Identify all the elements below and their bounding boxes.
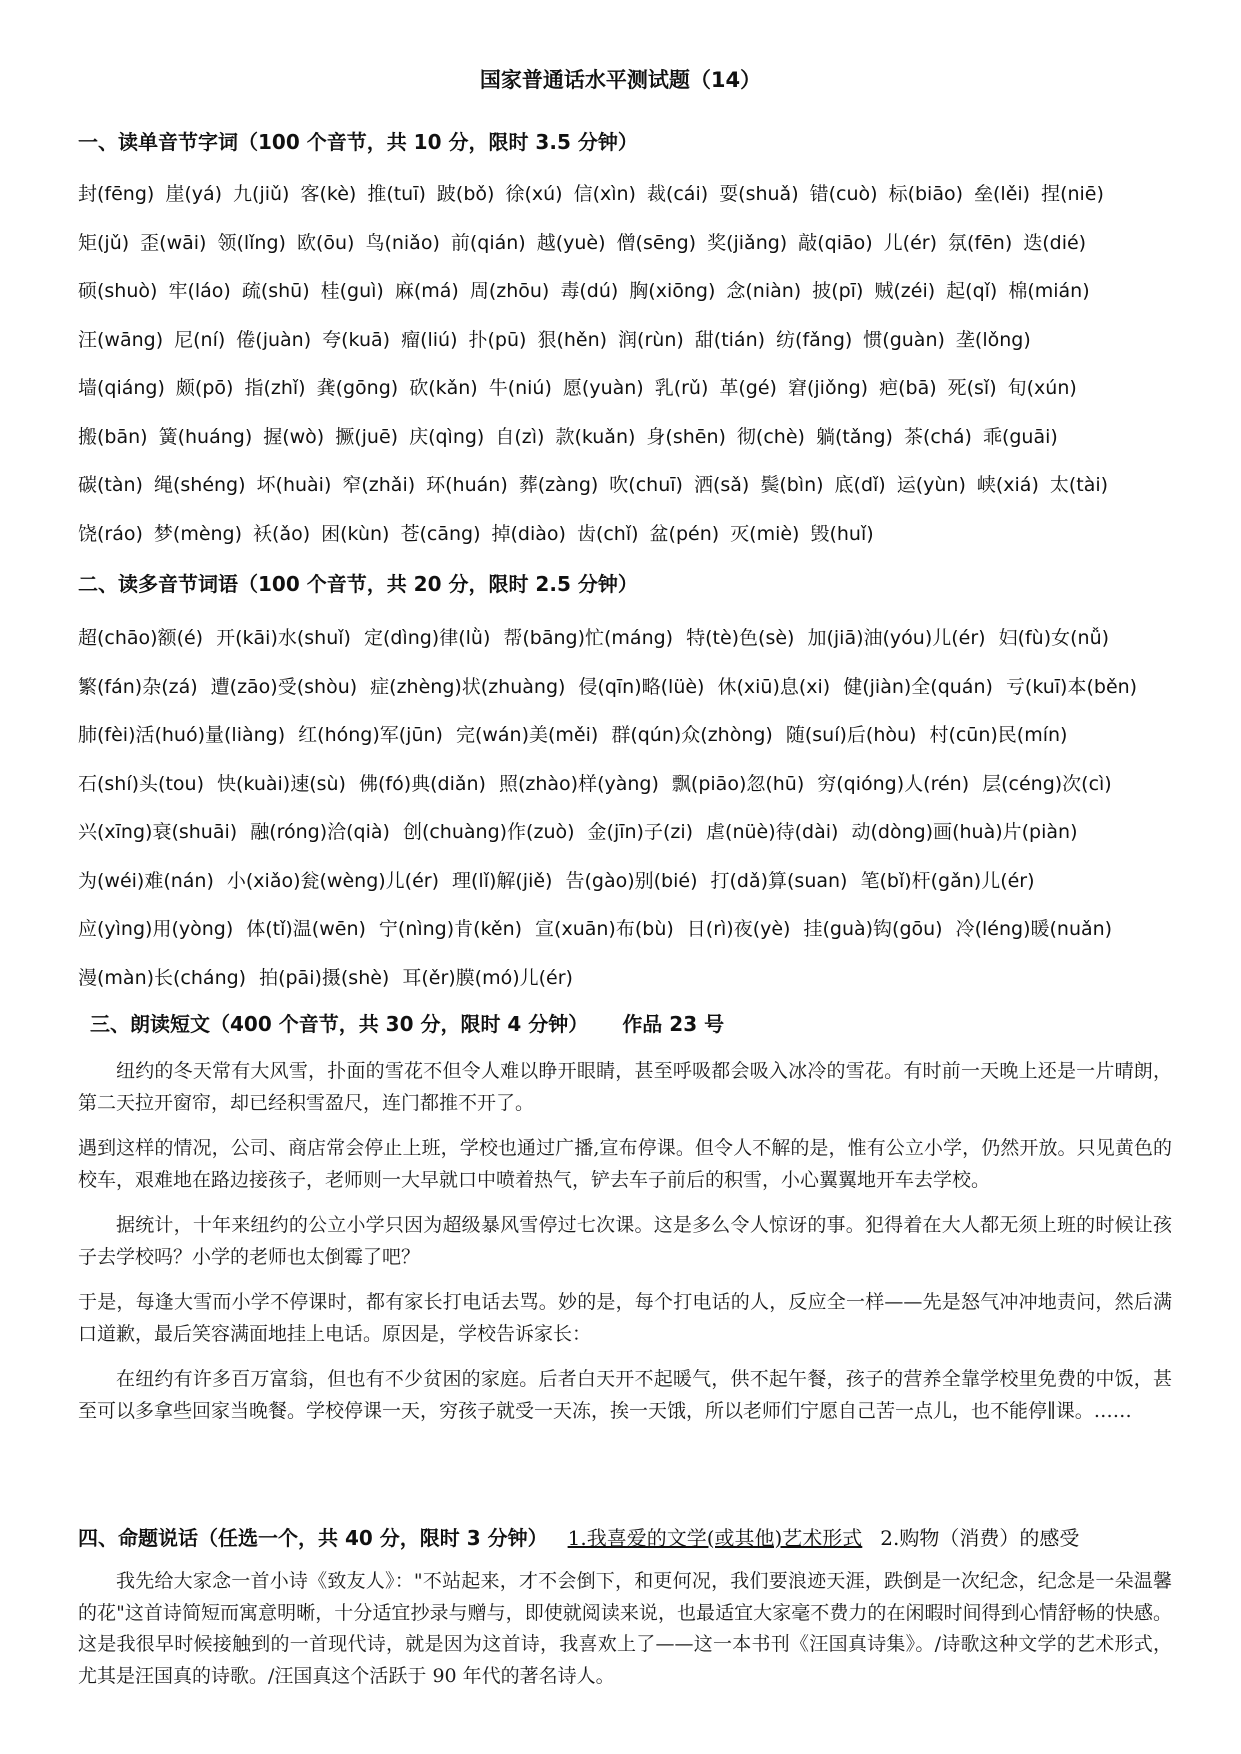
syllable-item: 茶(chá) — [903, 425, 972, 448]
syllable-item: 狠(hěn) — [537, 328, 608, 351]
syllable-item: 徐(xú) — [505, 183, 563, 205]
syllable-item: 革(gé) — [719, 377, 777, 399]
word-item: 宣(xuān)布(bù) — [535, 918, 674, 940]
syllable-item: 款(kuǎn) — [555, 425, 636, 448]
syllable-item: 捏(niē) — [1041, 183, 1104, 205]
syllable-item: 乳(rǔ) — [654, 377, 709, 399]
syllable-item: 盆(pén) — [649, 522, 720, 545]
syllable-item: 周(zhōu) — [469, 280, 550, 302]
word-item: 群(qún)众(zhòng) — [611, 724, 773, 746]
syllable-item: 矩(jǔ) — [78, 231, 130, 254]
section-heading-1: 一、读单音节字词（100 个音节，共 10 分，限时 3.5 分钟） — [78, 130, 638, 154]
syllable-row — [78, 316, 1188, 365]
passage-paragraph: 在纽约有许多百万富翁，但也有不少贫困的家庭。后者白天开不起暖气，供不起午餐，孩子的营养全靠学校里免费的中饭，甚至可以多拿些回家当晚餐。学校停课一天，穷孩子就受一天冻，挨一天饿，所以老师们宁愿自己苦一点儿，也不能停∥课。…… — [78, 1368, 1172, 1422]
syllable-item: 耍(shuǎ) — [719, 183, 799, 205]
syllable-item: 信(xìn) — [573, 183, 636, 205]
passage-paragraph: 纽约的冬天常有大风雪，扑面的雪花不但令人难以睁开眼睛，甚至呼吸都会吸入冰冷的雪花。有时前一天晚上还是一片晴朗，第二天拉开窗帘，却已经积雪盈尺，连门都推不开了。 — [78, 1060, 1172, 1114]
syllable-item: 齿(chǐ) — [576, 522, 639, 545]
word-item: 开(kāi)水(shuǐ) — [216, 627, 351, 649]
word-item: 打(dǎ)算(suan) — [710, 869, 848, 892]
syllable-item: 掉(diào) — [491, 522, 566, 545]
word-item: 飘(piāo)忽(hū) — [671, 772, 805, 795]
syllable-item: 僧(sēng) — [616, 231, 697, 254]
syllable-item: 梦(mèng) — [153, 522, 243, 545]
word-item: 层(céng)次(cì) — [982, 772, 1112, 795]
syllable-item: 身(shēn) — [646, 425, 726, 448]
syllable-item: 毁(huǐ) — [810, 522, 874, 545]
syllable-row — [78, 413, 1188, 462]
syllable-item: 汪(wāng) — [78, 328, 164, 351]
syllable-item: 砍(kǎn) — [409, 377, 478, 399]
syllable-item: 起(qǐ) — [946, 280, 998, 302]
syllable-item: 龚(gōng) — [316, 377, 399, 399]
word-item: 肺(fèi)活(huó)量(liàng) — [78, 724, 286, 746]
syllable-item: 窘(jiǒng) — [787, 377, 869, 399]
word-item: 加(jiā)油(yóu)儿(ér) — [807, 627, 986, 649]
word-item: 佛(fó)典(diǎn) — [358, 772, 486, 795]
syllable-item: 搬(bān) — [78, 425, 148, 448]
syllable-item: 庆(qìng) — [409, 425, 485, 448]
syllable-item: 洒(sǎ) — [693, 474, 750, 496]
word-item: 妇(fù)女(nǚ) — [998, 627, 1110, 649]
syllable-item: 簧(huáng) — [158, 425, 253, 448]
syllable-item: 鬓(bìn) — [760, 474, 824, 496]
syllable-item: 颇(pō) — [175, 377, 234, 399]
word-item: 亏(kuī)本(běn) — [1005, 675, 1138, 698]
syllable-item: 太(tài) — [1049, 474, 1109, 496]
word-row — [78, 614, 1188, 663]
speech-paragraph: 我先给大家念一首小诗《致友人》："不站起来，才不会倒下，和更何况，我们要浪迹天涯，跌倒是一次纪念，纪念是一朵温馨的花"这首诗简短而寓意明晰，十分适宜抄录与赠与，即使就阅读来说，也最适宜大家毫不费力的在闲暇时间得到心情舒畅的快感。这是我很早时候接触到的一首现代诗，就是因为这首诗，我喜欢上了——这一本书刊《汪国真诗集》。/诗歌这种文学的艺术形式，尤其是汪国真的诗歌。/汪国真这个活跃于 90 年代的著名诗人。 — [78, 1570, 1172, 1687]
word-item: 为(wéi)难(nán) — [78, 869, 214, 892]
word-item: 创(chuàng)作(zuò) — [402, 821, 575, 843]
passage-paragraph: 遇到这样的情况，公司、商店常会停止上班，学校也通过广播,宣布停课。但令人不解的是，惟有公立小学，仍然开放。只见黄色的校车，艰难地在路边接孩子，老师则一大早就口中喷着热气，铲去车子前后的积雪，小心翼翼地开车去学校。 — [78, 1137, 1172, 1191]
word-item: 融(róng)洽(qià) — [250, 821, 390, 843]
speech-passage — [78, 1566, 1172, 1706]
word-item: 耳(ěr)膜(mó)儿(ér) — [402, 966, 573, 989]
section-heading-3-text: 三、朗读短文（400 个音节，共 30 分，限时 4 分钟） — [90, 1012, 589, 1036]
word-item: 特(tè)色(sè) — [686, 627, 795, 649]
syllable-item: 前(qián) — [450, 231, 526, 254]
word-item: 繁(fán)杂(zá) — [78, 675, 198, 698]
word-item: 应(yìng)用(yòng) — [78, 918, 234, 940]
syllable-item: 疤(bā) — [879, 377, 937, 399]
syllable-item: 标(biāo) — [888, 183, 963, 205]
syllable-item: 饶(ráo) — [78, 522, 143, 545]
word-item: 漫(màn)长(cháng) — [78, 966, 247, 989]
syllable-item: 敲(qiāo) — [798, 231, 873, 254]
syllable-item: 袄(ǎo) — [253, 522, 311, 545]
multi-syllable-list — [78, 614, 1188, 1002]
syllable-item: 绳(shéng) — [153, 474, 246, 496]
syllable-item: 鸟(niǎo) — [365, 231, 440, 254]
word-item: 遭(zāo)受(shòu) — [210, 675, 358, 698]
syllable-item: 运(yùn) — [896, 474, 966, 496]
syllable-item: 葬(zàng) — [518, 474, 599, 496]
passage-paragraph: 于是，每逢大雪而小学不停课时，都有家长打电话去骂。妙的是，每个打电话的人，反应全一样——先是怒气冲冲地责问，然后满口道歉，最后笑容满面地挂上电话。原因是，学校告诉家长： — [78, 1291, 1172, 1345]
syllable-row — [78, 461, 1188, 510]
word-item: 穷(qióng)人(rén) — [817, 772, 970, 795]
syllable-item: 迭(dié) — [1023, 231, 1087, 254]
syllable-item: 峡(xiá) — [976, 474, 1039, 496]
syllable-item: 窄(zhǎi) — [342, 474, 416, 496]
reading-passage — [78, 1056, 1172, 1441]
syllable-item: 灭(miè) — [730, 522, 800, 545]
passage-paragraph: 据统计，十年来纽约的公立小学只因为超级暴风雪停过七次课。这是多么令人惊讶的事。犯得着在大人都无须上班的时候让孩子去学校吗？小学的老师也太倒霉了吧？ — [78, 1214, 1172, 1268]
syllable-item: 碳(tàn) — [78, 474, 143, 496]
syllable-item: 坏(huài) — [256, 474, 332, 496]
syllable-item: 吹(chuī) — [609, 474, 683, 496]
word-item: 理(lǐ)解(jiě) — [452, 869, 553, 892]
section-heading-2: 二、读多音节词语（100 个音节，共 20 分，限时 2.5 分钟） — [78, 572, 638, 596]
topic-option-1: 1.我喜爱的文学(或其他)艺术形式 — [567, 1526, 863, 1550]
word-row — [78, 905, 1188, 954]
syllable-item: 麻(má) — [394, 280, 459, 302]
word-row — [78, 808, 1188, 857]
syllable-row — [78, 170, 1188, 219]
word-row — [78, 711, 1188, 760]
single-syllable-list — [78, 170, 1188, 558]
syllable-item: 彻(chè) — [736, 425, 805, 448]
word-item: 宁(nìng)肯(kěn) — [378, 918, 523, 940]
syllable-item: 润(rùn) — [618, 328, 684, 351]
syllable-item: 瘤(liú) — [401, 328, 458, 351]
word-item: 快(kuài)速(sù) — [217, 772, 346, 795]
syllable-row — [78, 510, 1188, 559]
section-heading-3 — [90, 1008, 724, 1037]
syllable-item: 歪(wāi) — [140, 231, 207, 254]
syllable-item: 尼(ní) — [174, 328, 226, 351]
word-item: 村(cūn)民(mín) — [929, 724, 1068, 746]
word-item: 拍(pāi)摄(shè) — [259, 966, 390, 989]
syllable-item: 披(pī) — [812, 280, 864, 302]
syllable-row — [78, 267, 1188, 316]
syllable-item: 欧(ōu) — [296, 231, 355, 254]
syllable-item: 氛(fēn) — [947, 231, 1013, 254]
syllable-item: 九(jiǔ) — [233, 183, 290, 205]
syllable-item: 夸(kuā) — [322, 328, 391, 351]
syllable-item: 客(kè) — [300, 183, 357, 205]
syllable-item: 撅(juē) — [335, 425, 399, 448]
syllable-item: 疏(shū) — [241, 280, 310, 302]
word-item: 休(xiū)息(xi) — [717, 675, 831, 698]
word-item: 超(chāo)额(é) — [78, 627, 204, 649]
syllable-item: 棉(mián) — [1008, 280, 1090, 302]
word-item: 挂(guà)钩(gōu) — [803, 918, 943, 940]
syllable-item: 垄(lǒng) — [955, 328, 1031, 351]
syllable-item: 儿(ér) — [883, 231, 937, 254]
syllable-item: 墙(qiáng) — [78, 377, 165, 399]
word-item: 告(gào)别(bié) — [565, 869, 698, 892]
word-row — [78, 954, 1188, 1003]
syllable-item: 裁(cái) — [646, 183, 709, 205]
syllable-item: 愿(yuàn) — [562, 377, 644, 399]
word-item: 兴(xīng)衰(shuāi) — [78, 821, 238, 843]
syllable-item: 乖(guāi) — [982, 425, 1058, 448]
syllable-item: 指(zhǐ) — [244, 377, 306, 399]
syllable-item: 越(yuè) — [536, 231, 606, 254]
syllable-item: 毒(dú) — [560, 280, 619, 302]
word-item: 帮(bāng)忙(máng) — [503, 627, 674, 649]
syllable-item: 苍(cāng) — [400, 522, 481, 545]
syllable-item: 惯(guàn) — [863, 328, 945, 351]
word-row — [78, 760, 1188, 809]
word-item: 金(jīn)子(zi) — [587, 821, 694, 843]
topic-option-2: 2.购物（消费）的感受 — [880, 1526, 1080, 1550]
word-item: 体(tǐ)温(wēn) — [246, 918, 366, 940]
syllable-item: 死(sǐ) — [947, 377, 997, 399]
word-item: 侵(qīn)略(lüè) — [578, 675, 705, 698]
syllable-item: 跛(bǒ) — [436, 183, 495, 205]
word-item: 冷(léng)暖(nuǎn) — [955, 918, 1113, 940]
word-item: 完(wán)美(měi) — [455, 724, 599, 746]
syllable-item: 自(zì) — [495, 425, 545, 448]
syllable-item: 崖(yá) — [165, 183, 223, 205]
syllable-item: 牢(láo) — [168, 280, 231, 302]
word-item: 健(jiàn)全(quán) — [843, 675, 993, 698]
syllable-item: 领(lǐng) — [217, 231, 286, 254]
syllable-item: 错(cuò) — [809, 183, 878, 205]
syllable-item: 硕(shuò) — [78, 280, 158, 302]
syllable-item: 推(tuī) — [367, 183, 426, 205]
word-item: 石(shí)头(tou) — [78, 772, 204, 795]
syllable-item: 困(kùn) — [321, 522, 390, 545]
section-heading-4-text: 四、命题说话（任选一个，共 40 分，限时 3 分钟） — [78, 1526, 548, 1550]
syllable-item: 旬(xún) — [1007, 377, 1077, 399]
syllable-item: 念(niàn) — [726, 280, 802, 302]
section-heading-4 — [78, 1522, 1079, 1551]
word-item: 红(hóng)军(jūn) — [298, 724, 443, 746]
syllable-item: 牛(niú) — [488, 377, 552, 399]
word-item: 日(rì)夜(yè) — [686, 918, 791, 940]
word-row — [78, 663, 1188, 712]
syllable-item: 垒(lěi) — [974, 183, 1031, 205]
syllable-item: 环(huán) — [426, 474, 508, 496]
work-number: 作品 23 号 — [622, 1012, 725, 1036]
syllable-item: 甜(tián) — [694, 328, 766, 351]
word-item: 照(zhào)样(yàng) — [498, 772, 659, 795]
syllable-item: 躺(tǎng) — [815, 425, 893, 448]
syllable-item: 贼(zéi) — [874, 280, 936, 302]
word-item: 症(zhèng)状(zhuàng) — [370, 675, 566, 698]
word-item: 动(dòng)画(huà)片(piàn) — [851, 821, 1078, 843]
word-item: 定(dìng)律(lǜ) — [363, 627, 491, 649]
syllable-item: 桂(guì) — [320, 280, 384, 302]
syllable-row — [78, 364, 1188, 413]
word-row — [78, 857, 1188, 906]
syllable-item: 倦(juàn) — [236, 328, 312, 351]
word-item: 小(xiǎo)瓮(wèng)儿(ér) — [226, 869, 439, 892]
word-item: 虐(nüè)待(dài) — [706, 821, 839, 843]
page-title: 国家普通话水平测试题（14） — [479, 68, 762, 92]
word-item: 笔(bǐ)杆(gǎn)儿(ér) — [860, 869, 1035, 892]
syllable-item: 封(fēng) — [78, 183, 155, 205]
topic-options — [568, 1526, 1080, 1550]
syllable-item: 胸(xiōng) — [629, 280, 716, 302]
syllable-row — [78, 219, 1188, 268]
syllable-item: 底(dǐ) — [834, 474, 886, 496]
syllable-item: 扑(pū) — [468, 328, 527, 351]
syllable-item: 握(wò) — [263, 425, 325, 448]
word-item: 随(suí)后(hòu) — [785, 724, 917, 746]
syllable-item: 纺(fǎng) — [776, 328, 853, 351]
syllable-item: 奖(jiǎng) — [707, 231, 788, 254]
